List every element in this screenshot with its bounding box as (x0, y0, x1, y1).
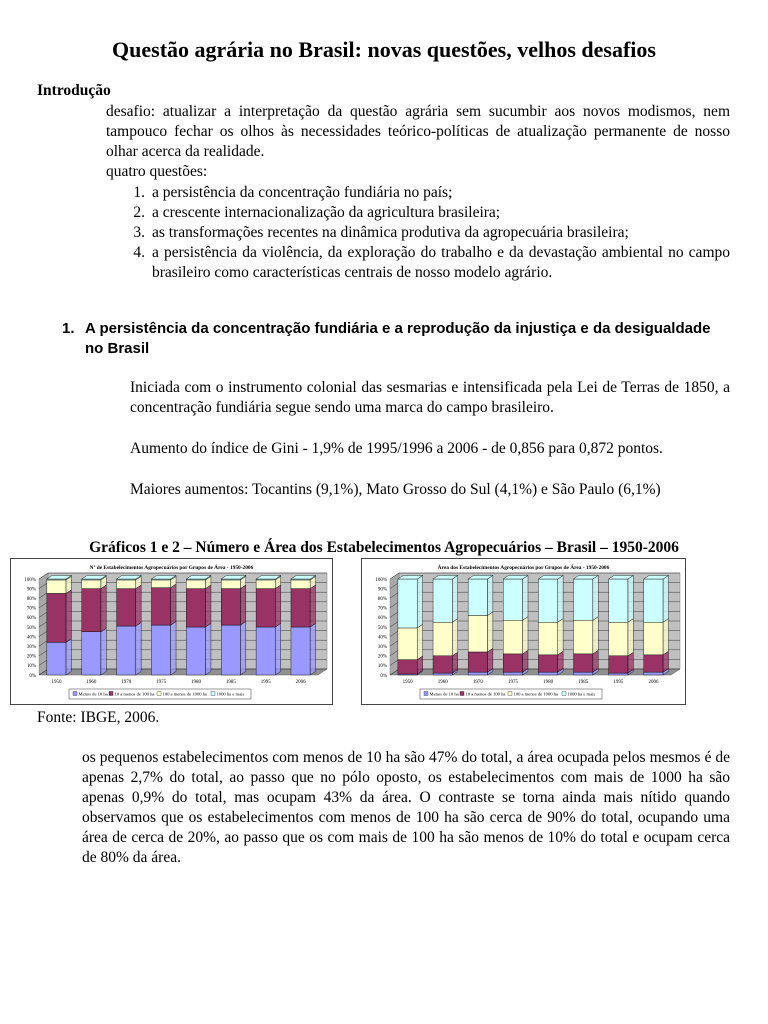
chart-bar-segment (398, 624, 423, 659)
chart-y-tick-label: 90% (26, 587, 36, 593)
chart-title: Nº de Estabelecimentos Agropecuários por Grupos de Área - 1950-2006 (89, 565, 254, 571)
section-heading (62, 319, 730, 359)
section-paragraph: Iniciada com o instrumento colonial das sesmarias e intensificada pela Lei de Terras de 1850, a concentração fundiária segue sendo uma marca do campo brasileiro. (130, 379, 730, 416)
chart-y-tick-label: 20% (26, 654, 36, 660)
chart-y-tick-label: 0% (29, 673, 36, 679)
chart-bar-segment (82, 628, 107, 675)
svg-text:100 a menos de 1000 ha: 100 a menos de 1000 ha (513, 691, 559, 697)
questions-label: quatro questões: (106, 163, 208, 180)
chart-x-tick-label: 1960 (437, 680, 448, 685)
section-paragraph: Maiores aumentos: Tocantins (9,1%), Mato Grosso do Sul (4,1%) e São Paulo (6,1%) (130, 481, 661, 498)
chart-y-tick-label: 60% (377, 616, 387, 622)
chart-legend-item (109, 691, 154, 696)
section-heading-text: A persistência da concentração fundiária e a reprodução da injustiça e da desigualdade no Brasil (85, 320, 711, 357)
chart-2-frame (361, 558, 686, 705)
chart-bar-segment (644, 619, 669, 655)
list-item-number: 1. (133, 184, 145, 201)
chart-y-tick-label: 0% (380, 673, 387, 679)
chart-bar-segment (538, 619, 563, 655)
chart-bar-segment (433, 575, 458, 622)
chart-y-tick-label: 10% (26, 664, 36, 670)
chart-y-tick-label: 40% (26, 635, 36, 641)
list-item (106, 223, 730, 243)
chart-bar-segment (503, 575, 528, 620)
chart-y-tick-label: 70% (26, 606, 36, 612)
svg-text:100 a menos de 1000 ha: 100 a menos de 1000 ha (162, 691, 208, 697)
chart-y-tick-label: 50% (26, 625, 36, 631)
chart-bar-segment (538, 575, 563, 622)
chart-bar-segment (574, 617, 599, 654)
chart-x-tick-label: 1950 (51, 680, 62, 685)
chart-bar-segment (186, 623, 211, 675)
chart-y-tick-label: 60% (26, 616, 36, 622)
source-note: Fonte: IBGE, 2006. (37, 709, 160, 726)
chart-x-tick-label: 2006 (295, 680, 306, 685)
chart-bar-segment (644, 575, 669, 622)
chart-legend-item (562, 691, 595, 696)
chart-bar-segment (117, 622, 142, 675)
chart-1 (11, 559, 332, 704)
list-item-text: a persistência da violência, da exploração do trabalho e da devastação ambiental no campo brasileiro como características centrais de nosso modelo agrário. (152, 244, 730, 281)
chart-x-tick-label: 1970 (121, 680, 132, 685)
svg-text:1000 ha e mais: 1000 ha e mais (567, 691, 596, 697)
chart-bar-segment (291, 585, 316, 627)
chart-bar-segment (609, 575, 634, 622)
chart-2 (362, 559, 685, 704)
chart-x-tick-label: 1995 (260, 680, 271, 685)
questions-list (106, 183, 730, 283)
chart-x-tick-label: 1960 (86, 680, 97, 685)
chart-x-tick-label: 1995 (613, 680, 624, 685)
chart-x-tick-label: 1950 (402, 680, 413, 685)
chart-y-tick-label: 30% (26, 645, 36, 650)
chart-y-tick-label: 90% (377, 587, 387, 593)
chart-legend (69, 689, 251, 699)
chart-bar-segment (151, 621, 176, 675)
list-item-text: a crescente internacionalização da agricultura brasileira; (152, 204, 501, 221)
chart-legend-item (424, 691, 459, 696)
chart-legend (420, 689, 602, 699)
chart-bar-segment (221, 621, 246, 675)
intro-heading: Introdução (37, 82, 111, 99)
section-paragraph: Aumento do índice de Gini - 1,9% de 1995/1996 a 2006 - de 0,856 para 0,872 pontos. (130, 440, 663, 457)
chart-bar-segment (82, 585, 107, 632)
chart-legend-item (157, 691, 207, 696)
chart-y-tick-label: 100% (375, 577, 387, 583)
chart-y-tick-label: 50% (377, 625, 387, 631)
chart-bar-segment (117, 585, 142, 626)
chart-y-tick-label: 70% (377, 606, 387, 612)
chart-x-tick-label: 1980 (543, 680, 554, 685)
svg-text:Menos de 10 ha: Menos de 10 ha (429, 691, 459, 697)
section-number: 1. (62, 320, 75, 337)
svg-text:10 a menos de 100 ha: 10 a menos de 100 ha (465, 691, 506, 697)
list-item (106, 243, 730, 283)
chart-y-tick-label: 30% (377, 645, 387, 650)
svg-text:Menos de 10 ha: Menos de 10 ha (78, 691, 108, 697)
page-title: Questão agrária no Brasil: novas questões, velhos desafios (112, 37, 656, 62)
chart-y-tick-label: 20% (377, 654, 387, 660)
chart-bar-segment (503, 617, 528, 654)
chart-x-tick-label: 1985 (225, 680, 236, 685)
chart-y-tick-label: 80% (377, 597, 387, 602)
list-item-text: a persistência da concentração fundiária no país; (152, 184, 453, 201)
chart-legend-item (211, 691, 244, 696)
chart-x-tick-label: 1975 (507, 680, 518, 685)
charts-caption: Gráficos 1 e 2 – Número e Área dos Estabelecimentos Agropecuários – Brasil – 1950-2006 (89, 539, 679, 556)
chart-x-tick-label: 1975 (156, 680, 167, 685)
list-item-text: as transformações recentes na dinâmica produtiva da agropecuária brasileira; (152, 224, 629, 241)
chart-x-tick-label: 1985 (578, 680, 589, 685)
chart-bar-segment (433, 619, 458, 656)
chart-bar-segment (609, 619, 634, 656)
chart-legend-item (460, 691, 505, 696)
chart-y-tick-label: 100% (24, 577, 36, 583)
chart-bar-segment (574, 575, 599, 620)
chart-bar-segment (256, 585, 281, 627)
chart-legend-item (73, 691, 108, 696)
chart-y-tick-label: 10% (377, 664, 387, 670)
chart-y-tick-label: 80% (26, 597, 36, 602)
intro-paragraph: desafio: atualizar a interpretação da questão agrária sem sucumbir aos novos modismos, nem tampouco fechar os olhos às necessidades teórico-políticas de atualização permanente de nosso olhar acerca da realidade. (106, 103, 730, 160)
chart-bar-segment (47, 590, 72, 643)
svg-text:10 a menos de 100 ha: 10 a menos de 100 ha (114, 691, 155, 697)
chart-bar-segment (151, 584, 176, 625)
chart-y-tick-label: 40% (377, 635, 387, 641)
chart-bar-segment (186, 585, 211, 627)
chart-bar-segment (256, 623, 281, 675)
list-item (106, 183, 730, 203)
chart-title: Área dos Estabelecimentos Agropecuários por Grupos de Área - 1950-2006 (437, 565, 610, 571)
chart-legend-item (508, 691, 558, 696)
chart-1-frame (10, 558, 333, 705)
list-item-number: 2. (133, 204, 145, 221)
chart-bar-segment (221, 585, 246, 625)
chart-bar-segment (468, 575, 493, 615)
list-item-number: 3. (133, 224, 145, 241)
chart-x-tick-label: 1980 (190, 680, 201, 685)
chart-bar-segment (398, 575, 423, 628)
list-item (106, 203, 730, 223)
svg-text:1000 ha e mais: 1000 ha e mais (216, 691, 245, 697)
chart-bar-segment (291, 623, 316, 675)
list-item-number: 4. (133, 244, 145, 261)
chart-x-tick-label: 1970 (472, 680, 483, 685)
chart-x-tick-label: 2006 (648, 680, 659, 685)
chart-bar-segment (468, 612, 493, 652)
closing-paragraph: os pequenos estabelecimentos com menos de 10 ha são 47% do total, a área ocupada pelos mesmos é de apenas 2,7% do total, ao passo que no pólo oposto, os estabelecimentos com mais de 1000 ha são apenas 0,9% do total, mas ocupam 43% da área. O contraste se torna ainda mais nítido quando observamos que os estabelecimentos com menos de 100 ha são cerca de 90% do total, ocupando uma área de cerca de 20%, ao passo que os com mais de 100 ha são menos de 10% do total e ocupam cerca de 80% da área. (82, 749, 730, 866)
chart-bar-segment (47, 639, 72, 675)
